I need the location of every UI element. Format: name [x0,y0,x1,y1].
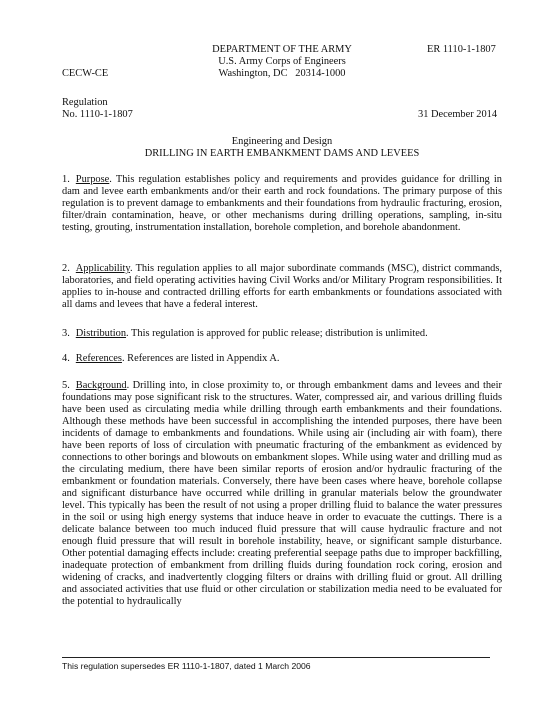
section-background [62,380,502,608]
section-text: . This regulation establishes policy and requirements and provides guidance for drilling in dam and levee earth embankments and/or their earth and rock foundations. The primary purpose of this regulation is to prevent damage to embankments and their foundations from hydraulic fracturing, erosion, filter/drain contamination, heave, or other mechanisms during drilling operations, sampling, in-situ testing, grouting, instrumentation installation, borehole completion, and borehole abandonment. [62,174,502,233]
regulation-label: Regulation [62,97,108,108]
section-purpose [62,174,502,234]
header-department: DEPARTMENT OF THE ARMY [212,44,352,55]
header-office-symbol: CECW-CE [62,68,109,79]
section-number: 1. [62,174,70,185]
section-distribution [62,328,502,340]
section-number: 4. [62,353,70,364]
section-heading: References [75,353,122,364]
section-number: 5. [62,380,70,391]
header-agency: U.S. Army Corps of Engineers [218,56,346,67]
footnote-divider [62,657,490,658]
header-er-number: ER 1110-1-1807 [427,44,496,55]
section-text: . References are listed in Appendix A. [121,353,280,364]
section-heading: Purpose [75,174,110,185]
section-heading: Background [75,380,127,391]
section-text: . This regulation applies to all major subordinate commands (MSC), district commands, laboratories, and field operating activities having Civil Works and/or Military Program responsibilities. It applies to in-house and contracted drilling efforts for earth embankments or foundations associated with all dams and levees that have a federal interest. [62,263,502,310]
document-subject: Engineering and Design [231,136,333,147]
header-address: Washington, DC 20314-1000 [218,68,346,79]
document-title: DRILLING IN EARTH EMBANKMENT DAMS AND LEVEES [144,148,420,159]
section-number: 2. [62,263,70,274]
section-heading: Applicability [75,263,130,274]
section-heading: Distribution [75,328,127,339]
section-references [62,353,502,365]
regulation-number: No. 1110-1-1807 [62,109,133,120]
section-applicability [62,263,502,311]
section-text: . This regulation is approved for public release; distribution is unlimited. [126,328,428,339]
section-text: . Drilling into, in close proximity to, or through embankment dams and levees and their foundations may pose significant risk to the structures. Water, compressed air, and various drilling fluids have been used as circulating media while drilling through earth embankments and their foundations. Although these methods have been successful in accomplishing the intended purposes, there have been incidents of damage to embankments and foundations. While using air (including air with foam), there have been reports of loss of circulation with pneumatic fracturing of the embankment as evidenced by connections to other borings and blowouts on embankment slopes. While using water and drilling mud as the circulating medium, there have been similar reports of erosion and/or hydraulic fracturing of the embankment or foundation materials. Conversely, there have been cases where heave, borehole collapse and significant disturbance have occurred while drilling in granular materials below the groundwater level. This typically has been the result of not using a proper drilling fluid to balance the water pressures in the soil or using high energy systems that induce heave in order to evacuate the cuttings. There is a delicate balance between too much induced fluid pressure that will cause hydraulic fracture and not enough fluid pressure that will result in borehole instability, heave, or significant sample disturbance. Other potential damaging effects include: creating preferential seepage paths due to improper backfilling, inadequate protection of embankment from drilling fluids during foundation rock coring, erosion and widening of cracks, and inadvertently clogging filters or drains with drilling fluid or grout. All drilling and associated activities that use fluid or other circulation or stabilization media need to be evaluated for the potential to hydraulically [62,380,502,607]
section-number: 3. [62,328,70,339]
supersedes-footnote: This regulation supersedes ER 1110-1-1807, dated 1 March 2006 [62,661,311,671]
regulation-date: 31 December 2014 [418,109,498,120]
